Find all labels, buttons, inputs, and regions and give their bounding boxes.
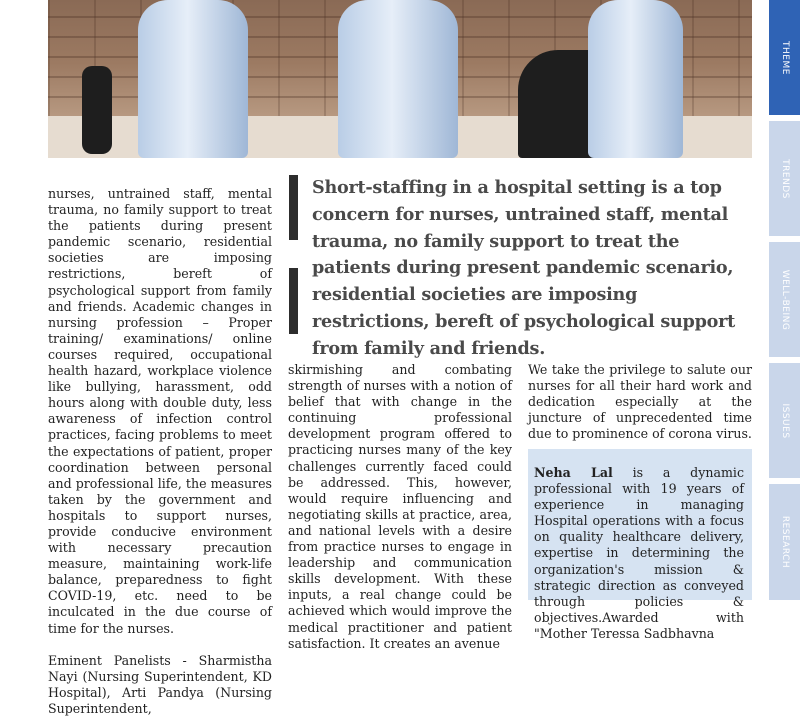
quote-bar-bottom [289, 268, 298, 334]
tab-theme-label: THEME [779, 40, 790, 75]
tab-well-being-label: WELL-BEING [779, 269, 790, 330]
author-name: Neha Lal [534, 465, 613, 480]
column-1-paragraph-1: nurses, untrained staff, mental trauma, no family support to treat the patients during present pandemic scenario, residential societies are imposing restrictions, bereft of psychological support from family and friends. Academic changes in nursing profession – Proper training/ examinations/ online courses required, occupational health hazard, workplace violence like bullying, harassment, odd hours along with double duty, less awareness of infection control practices, facing problems to meet the expectations of patient, proper coordination between personal and professional life, the measures taken by the government and hospitals to support nurses, provide conducive environment with necessary precaution measure, maintaining work-life balance, preparedness to fight COVID-19, etc. need to be inculcated in the due course of time for the nurses. [48, 186, 272, 636]
ppe-figure-left [138, 0, 248, 158]
column-3-paragraph: We take the privilege to salute our nurses for all their hard work and dedication especially at the juncture of unprecedented time due to prominence of corona virus. [528, 362, 752, 442]
column-2-paragraph: skirmishing and combating strength of nurses with a notion of belief that with change in the continuing professional development program offered to practicing nurses many of the key challenges currently faced could be addressed. This, however, would require influencing and negotiating skills at practice, area, and national levels with a desire from practice nurses to engage in leadership and communication skills development. With these inputs, a real change could be achieved which would improve the medical practitioner and patient satisfaction. It creates an avenue [288, 362, 512, 651]
ppe-figure-right [588, 0, 683, 158]
tab-trends[interactable] [769, 121, 800, 236]
tab-issues[interactable] [769, 363, 800, 478]
pull-quote: Short-staffing in a hospital setting is a top concern for nurses, untrained staff, mental trauma, no family support to treat the patients during present pandemic scenario, residential societies are imposing restrictions, bereft of psychological support from family and friends. [312, 177, 736, 359]
tab-well-being[interactable] [769, 242, 800, 357]
tab-issues-label: ISSUES [779, 402, 790, 439]
tab-trends-label: TRENDS [779, 158, 790, 199]
header-photo [48, 0, 752, 158]
tab-research[interactable] [769, 484, 800, 600]
article-column-2 [288, 362, 512, 652]
author-bio-text: is a dynamic professional with 19 years of experience in managing Hospital operations with a focus on quality healthcare delivery, expertise in determining the organization's mission & strategic direction as conveyed through policies & objectives.Awarded with "Mother Teressa Sadbhavna [534, 465, 744, 641]
tab-theme[interactable] [769, 0, 800, 115]
column-1-paragraph-2: Eminent Panelists - Sharmistha Nayi (Nursing Superintendent, KD Hospital), Arti Pandya (Nursing Superintendent, [48, 652, 272, 716]
author-bio-box [528, 449, 752, 641]
ppe-figure-center [338, 0, 458, 158]
chair-left [82, 66, 112, 154]
quote-bar-top [289, 175, 298, 240]
article-column-1 [48, 186, 272, 717]
tab-research-label: RESEARCH [779, 515, 790, 569]
article-column-3 [528, 362, 752, 442]
